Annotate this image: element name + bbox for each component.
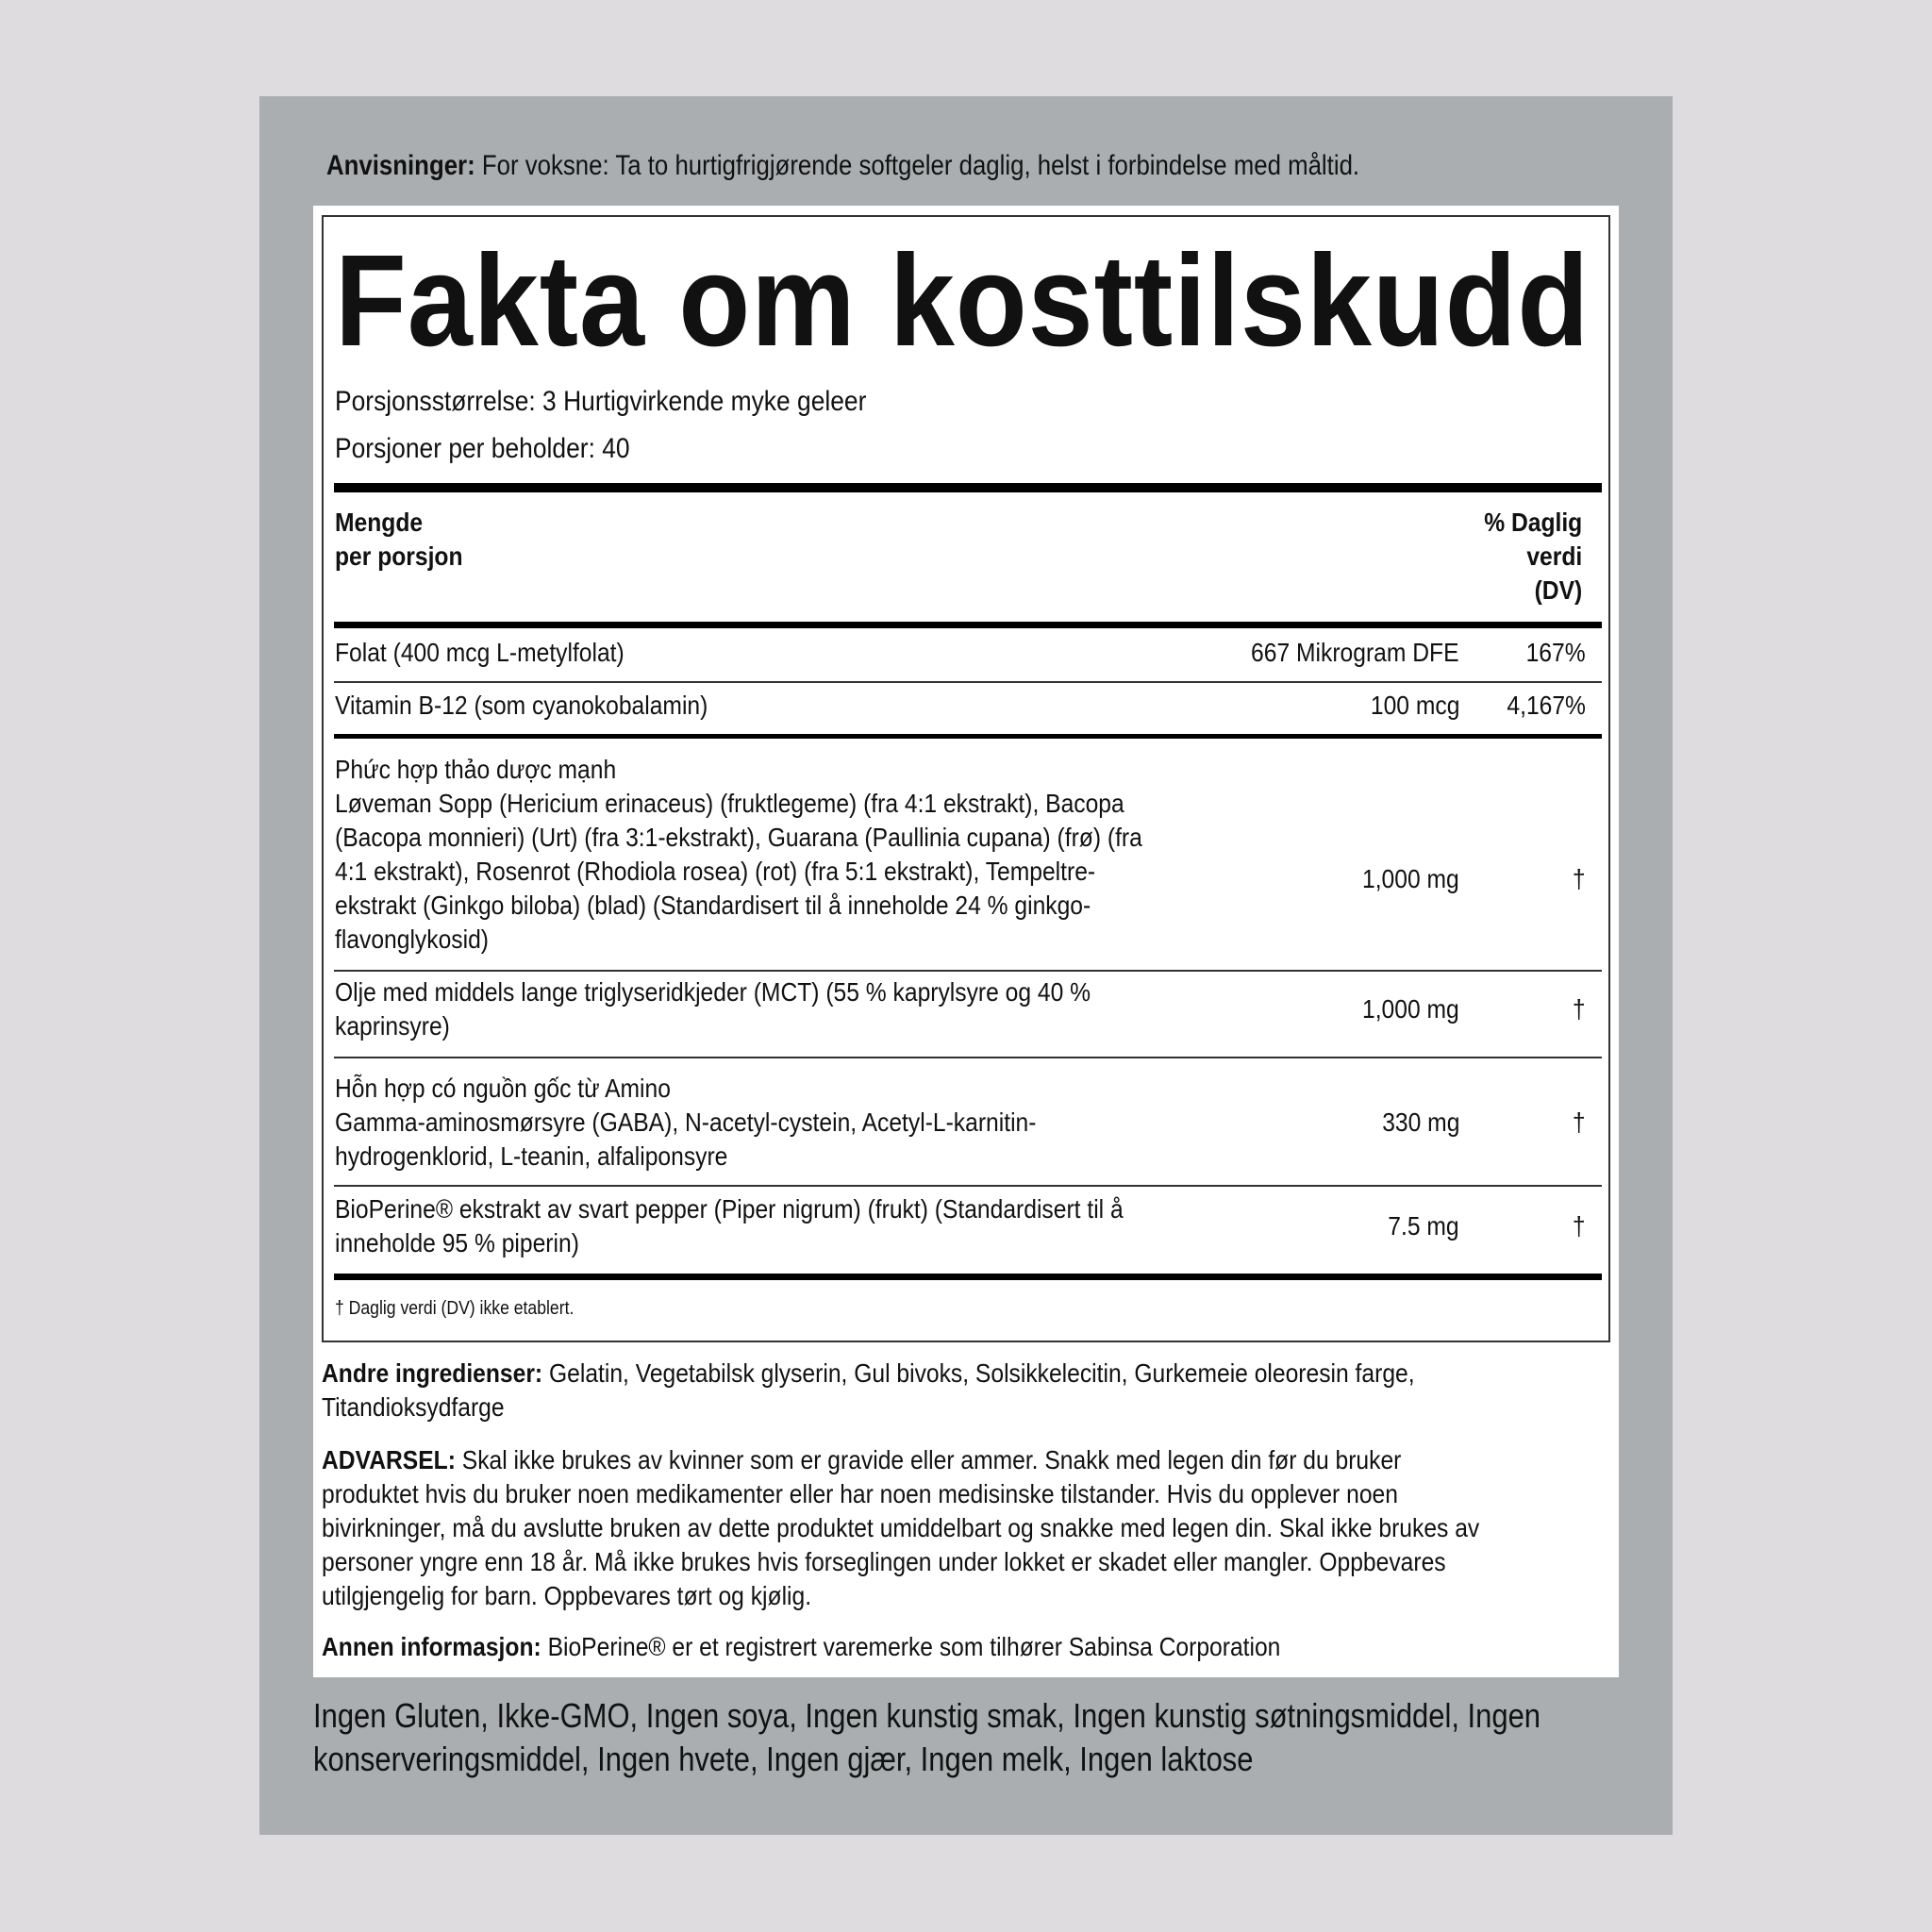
nutrient-name: Phức hợp thảo dược mạnh <box>335 755 617 784</box>
table-row <box>335 1192 1601 1272</box>
row-divider <box>334 1185 1602 1187</box>
directions <box>326 147 1462 185</box>
row-divider <box>334 1057 1602 1058</box>
header-divider <box>334 622 1602 628</box>
warning-label: ADVARSEL: <box>322 1445 456 1474</box>
nutrient-dv: † <box>1573 994 1586 1024</box>
nutrient-name: Hỗn hợp có nguồn gốc từ Amino <box>335 1074 671 1103</box>
nutrient-amount: 100 mcg <box>1370 691 1459 720</box>
facts-title: Fakta om kosttilskudd <box>335 228 1591 374</box>
nutrient-detail: Gamma-aminosmørsyre (GABA), N-acetyl-cystein, Acetyl-L-karnitin-hydrogenklorid, L-teanin, alfaliponsyre <box>335 1108 1037 1171</box>
nutrient-name: Folat (400 mcg L-metylfolat) <box>335 638 625 667</box>
nutrient-dv: † <box>1573 1211 1586 1241</box>
nutrient-dv: † <box>1573 1108 1586 1137</box>
nutrient-name: Vitamin B-12 (som cyanokobalamin) <box>335 691 708 720</box>
nutrient-amount: 330 mg <box>1381 1108 1459 1137</box>
nutrient-name-block <box>335 1072 1165 1174</box>
nutrient-name: Olje med middels lange triglyseridkjeder (MCT) (55 % kaprylsyre og 40 % kaprinsyre) <box>335 977 1091 1041</box>
nutrient-amount: 1,000 mg <box>1362 994 1459 1024</box>
servings-per-container: Porsjoner per beholder: 40 <box>335 433 630 464</box>
dv-footnote: † Daglig verdi (DV) ikke etablert. <box>335 1298 575 1319</box>
other-ingredients-label: Andre ingredienser: <box>322 1358 543 1388</box>
row-divider <box>334 970 1602 972</box>
header-amount <box>335 506 463 574</box>
header-amount-line2: per porsjon <box>335 541 463 571</box>
nutrient-detail: Løveman Sopp (Hericium erinaceus) (fruktlegeme) (fra 4:1 ekstrakt), Bacopa (Bacopa monnieri) (Urt) (fra 3:1-ekstrakt), Guarana (Paullinia cupana) (frø) (fra 4:1 ekstrakt), Rosenrot (Rhodiola rosea) (rot) (fra 5:1 ekstrakt), Tempeltre-ekstrakt (Ginkgo biloba) (blad) (Standardisert til å inneholde 24 % ginkgo-flavonglykosid) <box>335 789 1142 954</box>
nutrient-amount: 1,000 mg <box>1362 864 1459 893</box>
other-info <box>322 1630 1484 1664</box>
row-divider <box>334 681 1602 683</box>
header-dv-line3: (DV) <box>1534 575 1582 605</box>
table-row <box>335 1072 1601 1185</box>
nutrient-dv: 167% <box>1525 638 1586 667</box>
nutrient-dv: † <box>1573 864 1586 893</box>
other-ingredients-text: Gelatin, Vegetabilsk glyserin, Gul bivoks, Solsikkelecitin, Gurkemeie oleoresin farge, Titandioksydfarge <box>322 1358 1415 1422</box>
free-from-statement: Ingen Gluten, Ikke-GMO, Ingen soya, Ingen kunstig smak, Ingen kunstig søtningsmiddel, Ingen konserveringsmiddel, Ingen hvete, Ingen gjær, Ingen melk, Ingen laktose <box>313 1696 1541 1778</box>
nutrient-amount: 7.5 mg <box>1388 1211 1459 1241</box>
serving-size: Porsjonsstørrelse: 3 Hurtigvirkende myke geleer <box>335 386 867 417</box>
table-row <box>335 975 1601 1055</box>
other-ingredients <box>322 1357 1484 1424</box>
header-dv-line2: verdi <box>1526 541 1582 571</box>
thick-divider <box>334 483 1602 492</box>
warning-text: Skal ikke brukes av kvinner som er gravide eller ammer. Snakk med legen din før du bruker produktet hvis du bruker noen medikamenter eller har noen medisinske tilstander. Hvis du opplever noen bivirkninger, må du avslutte bruken av dette produktet umiddelbart og snakke med legen din. Skal ikke brukes av personer yngre enn 18 år. Må ikke brukes hvis forseglingen under lokket er skadet eller mangler. Oppbevares utilgjengelig for barn. Oppbevares tørt og kjølig. <box>322 1445 1480 1610</box>
nutrient-name: BioPerine® ekstrakt av svart pepper (Piper nigrum) (frukt) (Standardisert til å inneholde 95 % piperin) <box>335 1194 1124 1257</box>
directions-text: For voksne: Ta to hurtigfrigjørende softgeler daglig, helst i forbindelse med måltid. <box>475 150 1360 181</box>
header-dv-line1: % Daglig <box>1483 508 1582 537</box>
other-info-label: Annen informasjon: <box>322 1632 541 1661</box>
nutrient-amount: 667 Mikrogram DFE <box>1251 638 1459 667</box>
table-row <box>335 689 1601 726</box>
section-divider <box>334 734 1602 739</box>
directions-label: Anvisninger: <box>326 150 475 181</box>
other-info-text: BioPerine® er et registrert varemerke som tilhører Sabinsa Corporation <box>541 1632 1281 1661</box>
header-daily-value <box>1484 506 1582 608</box>
table-row <box>335 636 1601 674</box>
header-amount-line1: Mengde <box>335 508 424 537</box>
warning <box>322 1443 1484 1613</box>
table-row <box>335 753 1601 979</box>
bottom-divider <box>334 1274 1602 1280</box>
supplement-facts-box <box>322 215 1610 1342</box>
nutrient-dv: 4,167% <box>1507 691 1586 720</box>
nutrient-name-block <box>335 753 1165 957</box>
